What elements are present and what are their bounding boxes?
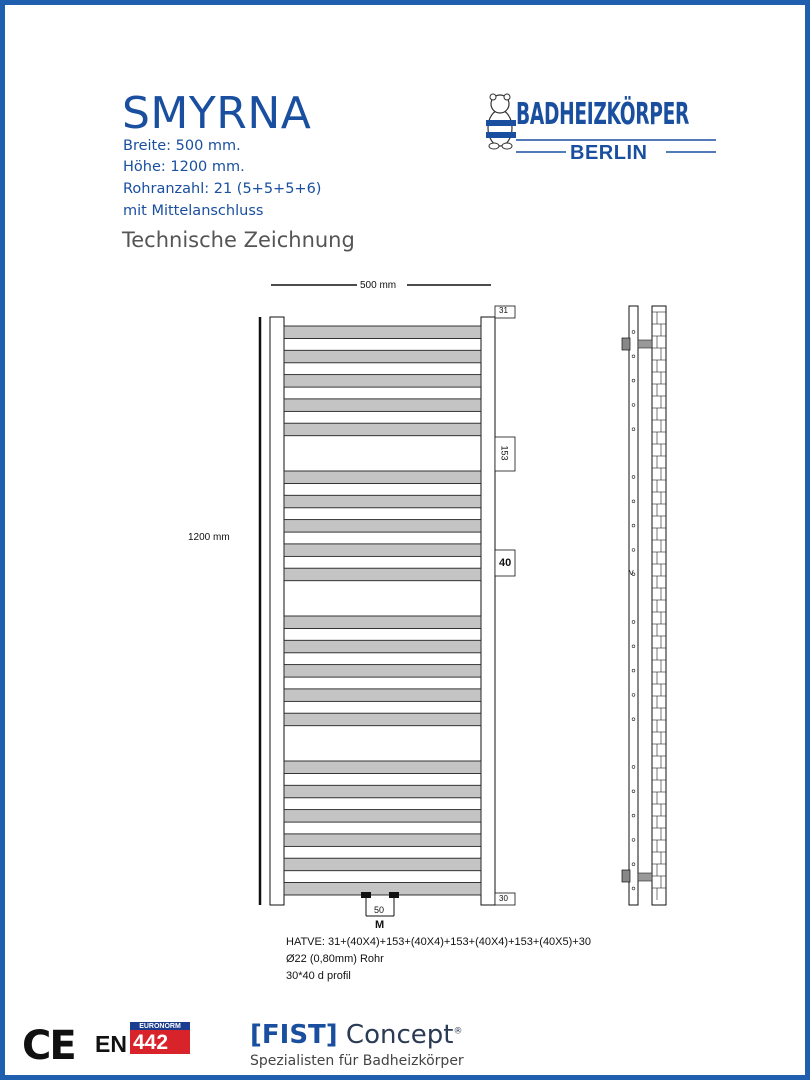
logo-wordmark: BADHEIZKÖRPER: [516, 97, 690, 132]
tube-bar: [284, 689, 481, 702]
tube-bar: [284, 544, 481, 557]
dim-bottom-label: 30: [499, 894, 508, 903]
tube-bar: [284, 761, 481, 774]
connection-label: M: [375, 919, 385, 931]
tube-bar: [284, 326, 481, 339]
note-pipe: Ø22 (0,80mm) Rohr: [286, 953, 384, 965]
tube-bar: [284, 713, 481, 726]
side-tube-dot: [632, 549, 635, 552]
right-collector: [481, 317, 495, 905]
drawing-subtitle: Technische Zeichnung: [122, 228, 355, 252]
side-tube-dot: [632, 404, 635, 407]
tube-bar: [284, 520, 481, 533]
side-tube-dot: [632, 766, 635, 769]
connection-valve-right: [389, 892, 399, 898]
side-tube-dot: [632, 476, 635, 479]
tube-bar: [284, 399, 481, 412]
connection-width-label: 50: [374, 905, 385, 915]
side-tube-dot: [632, 331, 635, 334]
side-tube-dot: [632, 645, 635, 648]
tube-bar: [284, 375, 481, 388]
connection-valve-left: [361, 892, 371, 898]
side-tube-dot: [632, 500, 635, 503]
height-label: 1200 mm: [188, 532, 230, 543]
spec-connection: mit Mittelanschluss: [123, 203, 264, 219]
wall-bracket-top: [622, 338, 630, 350]
tube-bar: [284, 640, 481, 653]
width-label: 500 mm: [360, 280, 397, 291]
side-tube-dot: [632, 863, 635, 866]
note-hatve: HATVE: 31+(40X4)+153+(40X4)+153+(40X4)+153+(40X5)+30: [286, 936, 591, 948]
tube-bar: [284, 423, 481, 436]
side-bracket-arm: [638, 873, 652, 881]
wall-bracket-bottom: [622, 870, 630, 882]
tube-bar: [284, 471, 481, 484]
tube-bar: [284, 568, 481, 581]
side-tube-dot: [632, 718, 635, 721]
spec-width: Breite: 500 mm.: [123, 138, 241, 154]
tube-bars: [284, 326, 481, 895]
tube-bar: [284, 858, 481, 871]
en-mark: EN: [95, 1031, 127, 1057]
side-tube-dot: [632, 428, 635, 431]
side-tube-dot: [632, 379, 635, 382]
brand-tagline: Spezialisten für Badheizkörper: [250, 1053, 464, 1069]
brand-bracket: [FIST]: [250, 1020, 338, 1050]
en-number: 442: [133, 1031, 169, 1054]
brand-word: Concept: [337, 1020, 454, 1050]
en-euronorm-label: EURONORM: [130, 1022, 190, 1031]
side-tube-dot: [632, 355, 635, 358]
side-tube-dot: [632, 790, 635, 793]
dim-step-label: 40: [499, 557, 512, 569]
side-tube-dot: [632, 814, 635, 817]
side-tube-dot: [632, 694, 635, 697]
tube-bar: [284, 810, 481, 823]
tube-bar: [284, 785, 481, 798]
left-collector: [270, 317, 284, 905]
side-tube-dot: [632, 524, 635, 527]
spec-height: Höhe: 1200 mm.: [123, 159, 245, 175]
tube-bar: [284, 495, 481, 508]
tube-bar: [284, 350, 481, 363]
brand-logo: [250, 1020, 462, 1050]
product-title: SMYRNA: [122, 88, 312, 139]
tube-bar: [284, 616, 481, 629]
tube-bar: [284, 665, 481, 678]
side-tube-dot: [632, 839, 635, 842]
spec-tubes: Rohranzahl: 21 (5+5+5+6): [123, 181, 322, 197]
dim-top-label: 31: [499, 306, 508, 315]
brand-registered: ®: [453, 1026, 463, 1037]
logo-city: BERLIN: [570, 142, 648, 164]
side-tube-dot: [632, 887, 635, 890]
note-profile: 30*40 d profil: [286, 970, 351, 982]
side-tube-dot: [632, 621, 635, 624]
dim-gap-label: 153: [499, 445, 510, 461]
side-tube-dot: [632, 669, 635, 672]
tube-bar: [284, 834, 481, 847]
ce-mark-icon: CE: [22, 1023, 75, 1069]
side-bracket-arm: [638, 340, 652, 348]
side-marker-label: V: [629, 570, 634, 577]
tube-bar: [284, 883, 481, 896]
